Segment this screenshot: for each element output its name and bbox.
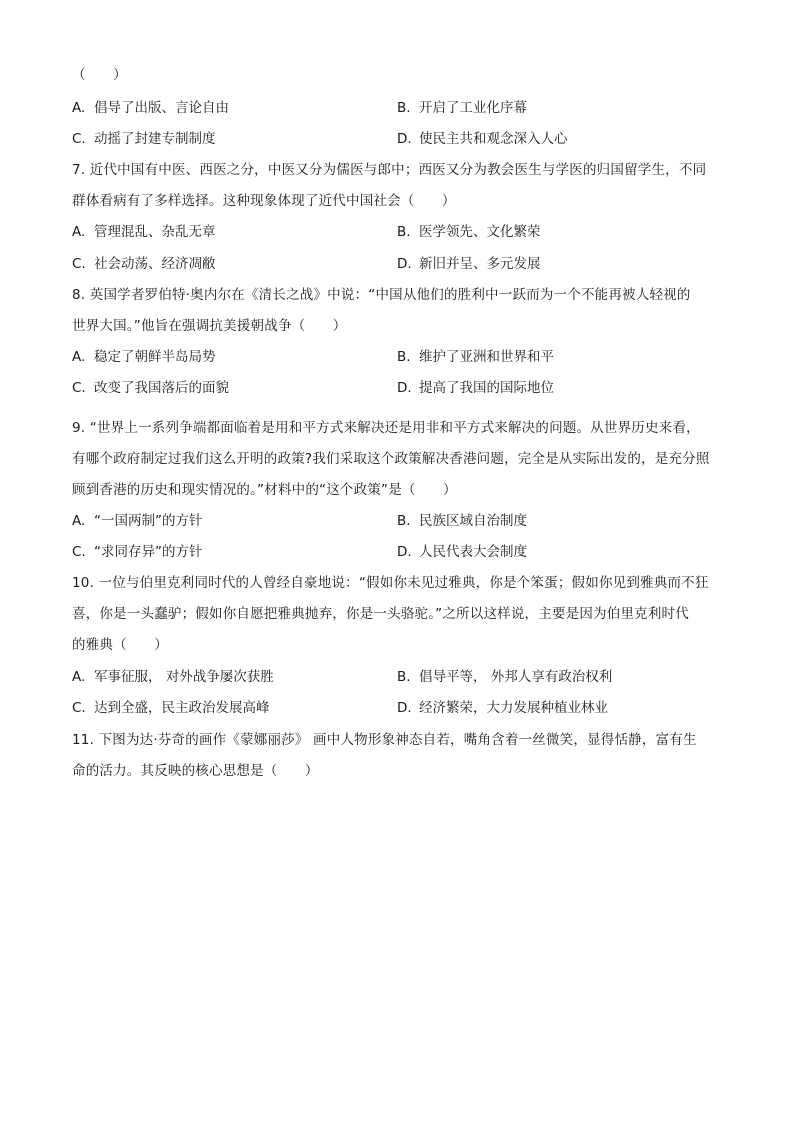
q9-option-d	[397, 543, 527, 561]
option-key: B.	[397, 669, 411, 685]
q8-option-a	[72, 348, 216, 366]
q8-option-d	[397, 379, 554, 397]
option-key: D.	[397, 700, 412, 716]
option-key: A.	[72, 349, 86, 365]
option-text: 民族区域自治制度	[419, 513, 527, 529]
q7-option-b	[397, 223, 541, 241]
q10-stem-line-3: 的雅典（ ）	[72, 637, 168, 653]
option-key: B.	[397, 349, 411, 365]
option-text: 新旧并呈、多元发展	[419, 256, 541, 272]
q10-stem-line-2: 喜，你是一头蠢驴；假如你自愿把雅典抛弃，你是一头骆驼。”之所以这样说，主要是因为伯里克利时代	[72, 606, 689, 622]
q7-stem-line-2: 群体看病有了多样选择。这种现象体现了近代中国社会（ ）	[72, 193, 456, 209]
q7-option-a	[72, 223, 216, 241]
option-key: D.	[397, 256, 412, 272]
q10-option-a	[72, 668, 274, 686]
option-key: C.	[72, 380, 86, 396]
option-text: 管理混乱、杂乱无章	[94, 224, 216, 240]
option-text: 改变了我国落后的面貌	[94, 380, 229, 396]
q6-option-d	[397, 130, 568, 148]
option-text: 社会动荡、经济凋敝	[94, 256, 216, 272]
option-text: 军事征服， 对外战争屡次获胜	[94, 669, 274, 685]
option-text: 稳定了朝鲜半岛局势	[94, 349, 216, 365]
option-key: B.	[397, 100, 411, 116]
q9-option-b	[397, 512, 527, 530]
option-text: 经济繁荣，大力发展种植业林业	[419, 700, 608, 716]
option-key: A.	[72, 100, 86, 116]
q10-stem-line-1: 10. 一位与伯里克利同时代的人曾经自豪地说：“假如你未见过雅典，你是个笨蛋；假如你见到雅典而不狂	[72, 575, 709, 591]
option-text: 开启了工业化序幕	[419, 100, 527, 116]
q8-option-c	[72, 379, 229, 397]
q9-stem-line-2: 有哪个政府制定过我们这么开明的政策?我们采取这个政策解决香港问题，完全是从实际出发的，是充分照	[72, 451, 710, 467]
q8-stem-line-1: 8. 英国学者罗伯特·奥内尔在《清长之战》中说：“中国从他们的胜利中一跃而为一个不能再被人轻视的	[72, 287, 691, 303]
option-text: 使民主共和观念深入人心	[419, 131, 568, 147]
q6-option-a	[72, 99, 229, 117]
q7-stem-line-1: 7. 近代中国有中医、西医之分，中医又分为儒医与郎中；西医又分为教会医生与学医的归国留学生，不同	[72, 162, 707, 178]
q10-option-b	[397, 668, 612, 686]
option-key: C.	[72, 256, 86, 272]
option-key: D.	[397, 131, 412, 147]
option-text: 提高了我国的国际地位	[419, 380, 554, 396]
option-key: A.	[72, 513, 86, 529]
option-text: 人民代表大会制度	[419, 544, 527, 560]
q11-stem-line-2: 命的活力。其反映的核心思想是（ ）	[72, 763, 319, 779]
option-key: B.	[397, 224, 411, 240]
q8-stem-line-2: 世界大国。”他旨在强调抗美援朝战争（ ）	[72, 318, 347, 334]
option-text: “一国两制”的方针	[94, 513, 203, 529]
q9-option-a	[72, 512, 203, 530]
option-text: 倡导平等， 外邦人享有政治权利	[419, 669, 613, 685]
option-key: D.	[397, 544, 412, 560]
q9-stem-line-3: 顾到香港的历史和现实情况的。”材料中的“这个政策”是（ ）	[72, 482, 457, 498]
option-key: C.	[72, 131, 86, 147]
q10-option-c	[72, 699, 270, 717]
option-key: D.	[397, 380, 412, 396]
q10-option-d	[397, 699, 608, 717]
option-text: 倡导了出版、言论自由	[94, 100, 229, 116]
option-key: B.	[397, 513, 411, 529]
q9-option-c	[72, 543, 203, 561]
option-key: C.	[72, 700, 86, 716]
q6-stem-tail: （ ）	[72, 67, 127, 83]
option-text: 医学领先、文化繁荣	[419, 224, 541, 240]
q9-stem-line-1: 9. “世界上一系列争端都面临着是用和平方式来解决还是用非和平方式来解决的问题。从世界历史来看，	[72, 420, 700, 436]
q6-option-c	[72, 130, 216, 148]
option-key: A.	[72, 669, 86, 685]
q7-option-c	[72, 255, 216, 273]
option-key: C.	[72, 544, 86, 560]
q7-option-d	[397, 255, 541, 273]
option-text: 维护了亚洲和世界和平	[419, 349, 554, 365]
q11-stem-line-1: 11. 下图为达·芬奇的画作《蒙娜丽莎》 画中人物形象神态自若，嘴角含着一丝微笑，显得恬静，富有生	[72, 732, 697, 748]
q8-option-b	[397, 348, 554, 366]
option-text: 达到全盛，民主政治发展高峰	[94, 700, 270, 716]
q6-option-b	[397, 99, 527, 117]
option-key: A.	[72, 224, 86, 240]
option-text: 动摇了封建专制制度	[94, 131, 216, 147]
option-text: “求同存异”的方针	[94, 544, 203, 560]
